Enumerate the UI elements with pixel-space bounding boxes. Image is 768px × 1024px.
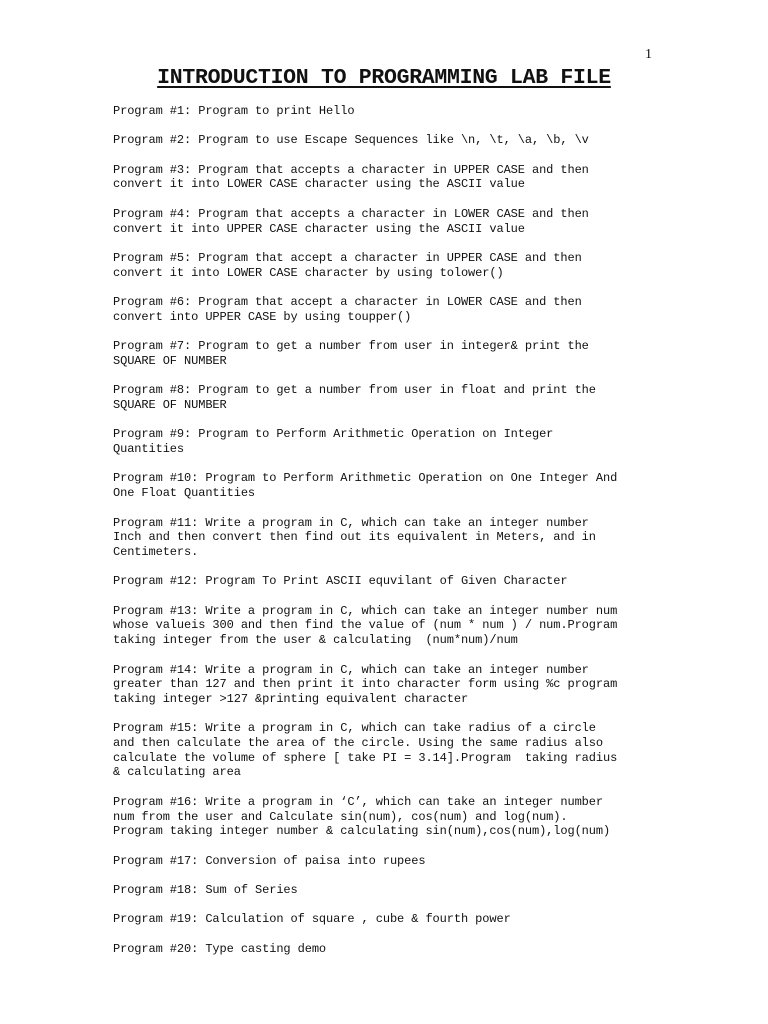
program-item: Program #2: Program to use Escape Sequences like \n, \t, \a, \b, \v [113, 133, 589, 148]
program-item: Program #6: Program that accept a character in LOWER CASE and then convert into UPPER CASE by using toupper() [113, 295, 582, 324]
page-number: 1 [645, 47, 652, 62]
document-title-text: INTRODUCTION TO PROGRAMMING LAB FILE [157, 66, 611, 90]
program-item: Program #1: Program to print Hello [113, 104, 355, 118]
program-item: Program #8: Program to get a number from user in float and print the SQUARE OF NUMBER [113, 383, 596, 412]
program-list [113, 104, 658, 971]
document-title [0, 65, 768, 91]
program-item: Program #10: Program to Perform Arithmetic Operation on One Integer And One Float Quantities [113, 471, 618, 501]
program-item: Program #17: Conversion of paisa into rupees [113, 853, 426, 868]
program-item: Program #11: Write a program in C, which can take an integer number Inch and then convert then find out its equivalent in Meters, and in Centimeters. [113, 515, 596, 559]
program-item: Program #16: Write a program in ‘C’, which can take an integer number num from the user and Calculate sin(num), cos(num) and log(num). Program taking integer number & calculating sin(num),cos(num),log(num) [113, 794, 611, 839]
program-item: Program #14: Write a program in C, which can take an integer number greater than 127 and then print it into character form using %c program taking integer >127 &printing equivalent character [113, 662, 618, 706]
program-item: Program #9: Program to Perform Arithmetic Operation on Integer Quantities [113, 427, 554, 457]
program-item: Program #15: Write a program in C, which can take radius of a circle and then calculate the area of the circle. Using the same radius also calculate the volume of sphere [ take PI = 3.14].Program taking radius & calculating area [113, 721, 618, 780]
program-item: Program #19: Calculation of square , cube & fourth power [113, 912, 511, 927]
program-item: Program #18: Sum of Series [113, 883, 298, 897]
program-item: Program #12: Program To Print ASCII equvilant of Given Character [113, 574, 568, 589]
program-item: Program #4: Program that accepts a character in LOWER CASE and then convert it into UPPER CASE character using the ASCII value [113, 206, 589, 236]
program-item: Program #20: Type casting demo [113, 941, 327, 956]
program-item: Program #3: Program that accepts a character in UPPER CASE and then convert it into LOWER CASE character using the ASCII value [113, 162, 589, 192]
program-item: Program #13: Write a program in C, which can take an integer number num whose valueis 300 and then find the value of (num * num ) / num.Program taking integer from the user & calculating (num*num)/num [113, 603, 618, 648]
program-item: Program #5: Program that accept a character in UPPER CASE and then convert it into LOWER CASE character by using tolower() [113, 250, 582, 280]
program-item: Program #7: Program to get a number from user in integer& print the SQUARE OF NUMBER [113, 339, 589, 368]
